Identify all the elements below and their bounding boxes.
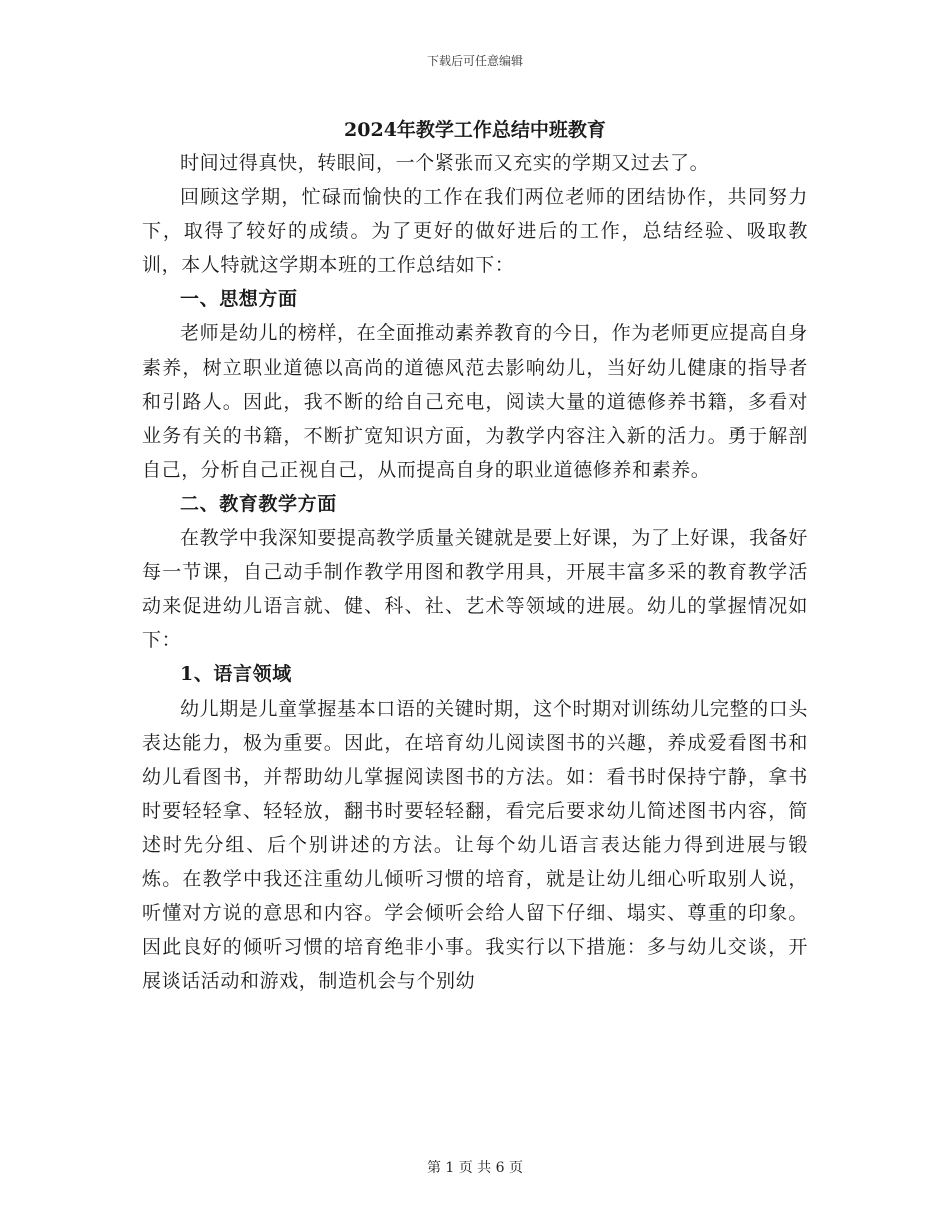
- section-paragraph-thought: 老师是幼儿的榜样，在全面推动素养教育的今日，作为老师更应提高自身素养，树立职业道德以高尚的道德风范去影响幼儿，当好幼儿健康的指导者和引路人。因此，我不断的给自己充电，阅读大量的道德修养书籍，多看对业务有关的书籍，不断扩宽知识方面，为教学内容注入新的活力。勇于解剖自己，分析自己正视自己，从而提高自身的职业道德修养和素养。: [142, 322, 808, 481]
- page-footer-number: 第 1 页 共 6 页: [426, 1160, 524, 1176]
- document-body: [142, 146, 808, 998]
- page-header-note: 下载后可任意编辑: [426, 54, 523, 68]
- subsection-heading-language: 1、语言领域: [180, 663, 292, 686]
- section-heading-teaching: 二、教育教学方面: [180, 492, 337, 515]
- section-paragraph-teaching: 在教学中我深知要提高教学质量关键就是要上好课，为了上好课，我备好每一节课，自己动手制作教学用图和教学用具，开展丰富多采的教育教学活动来促进幼儿语言就、健、科、社、艺术等领域的进展。幼儿的掌握情况如下：: [142, 527, 808, 652]
- document-title: 2024年教学工作总结中班教育: [344, 119, 606, 141]
- section-heading-thought: 一、思想方面: [180, 288, 298, 311]
- subsection-paragraph-language: 幼儿期是儿童掌握基本口语的关键时期，这个时期对训练幼儿完整的口头表达能力，极为重要。因此，在培育幼儿阅读图书的兴趣，养成爱看图书和幼儿看图书，并帮助幼儿掌握阅读图书的方法。如：看书时保持宁静，拿书时要轻轻拿、轻轻放，翻书时要轻轻翻，看完后要求幼儿简述图书内容，简述时先分组、后个别讲述的方法。让每个幼儿语言表达能力得到进展与锻炼。在教学中我还注重幼儿倾听习惯的培育，就是让幼儿细心听取别人说，听懂对方说的意思和内容。学会倾听会给人留下仔细、塌实、尊重的印象。因此良好的倾听习惯的培育绝非小事。我实行以下措施：多与幼儿交谈，开展谈话活动和游戏，制造机会与个别幼: [142, 697, 808, 993]
- intro-paragraph-2: 回顾这学期，忙碌而愉快的工作在我们两位老师的团结协作，共同努力下，取得了较好的成绩。为了更好的做好进后的工作，总结经验、吸取教训，本人特就这学期本班的工作总结如下：: [142, 186, 808, 277]
- intro-paragraph-1: 时间过得真快，转眼间，一个紧张而又充实的学期又过去了。: [180, 152, 710, 174]
